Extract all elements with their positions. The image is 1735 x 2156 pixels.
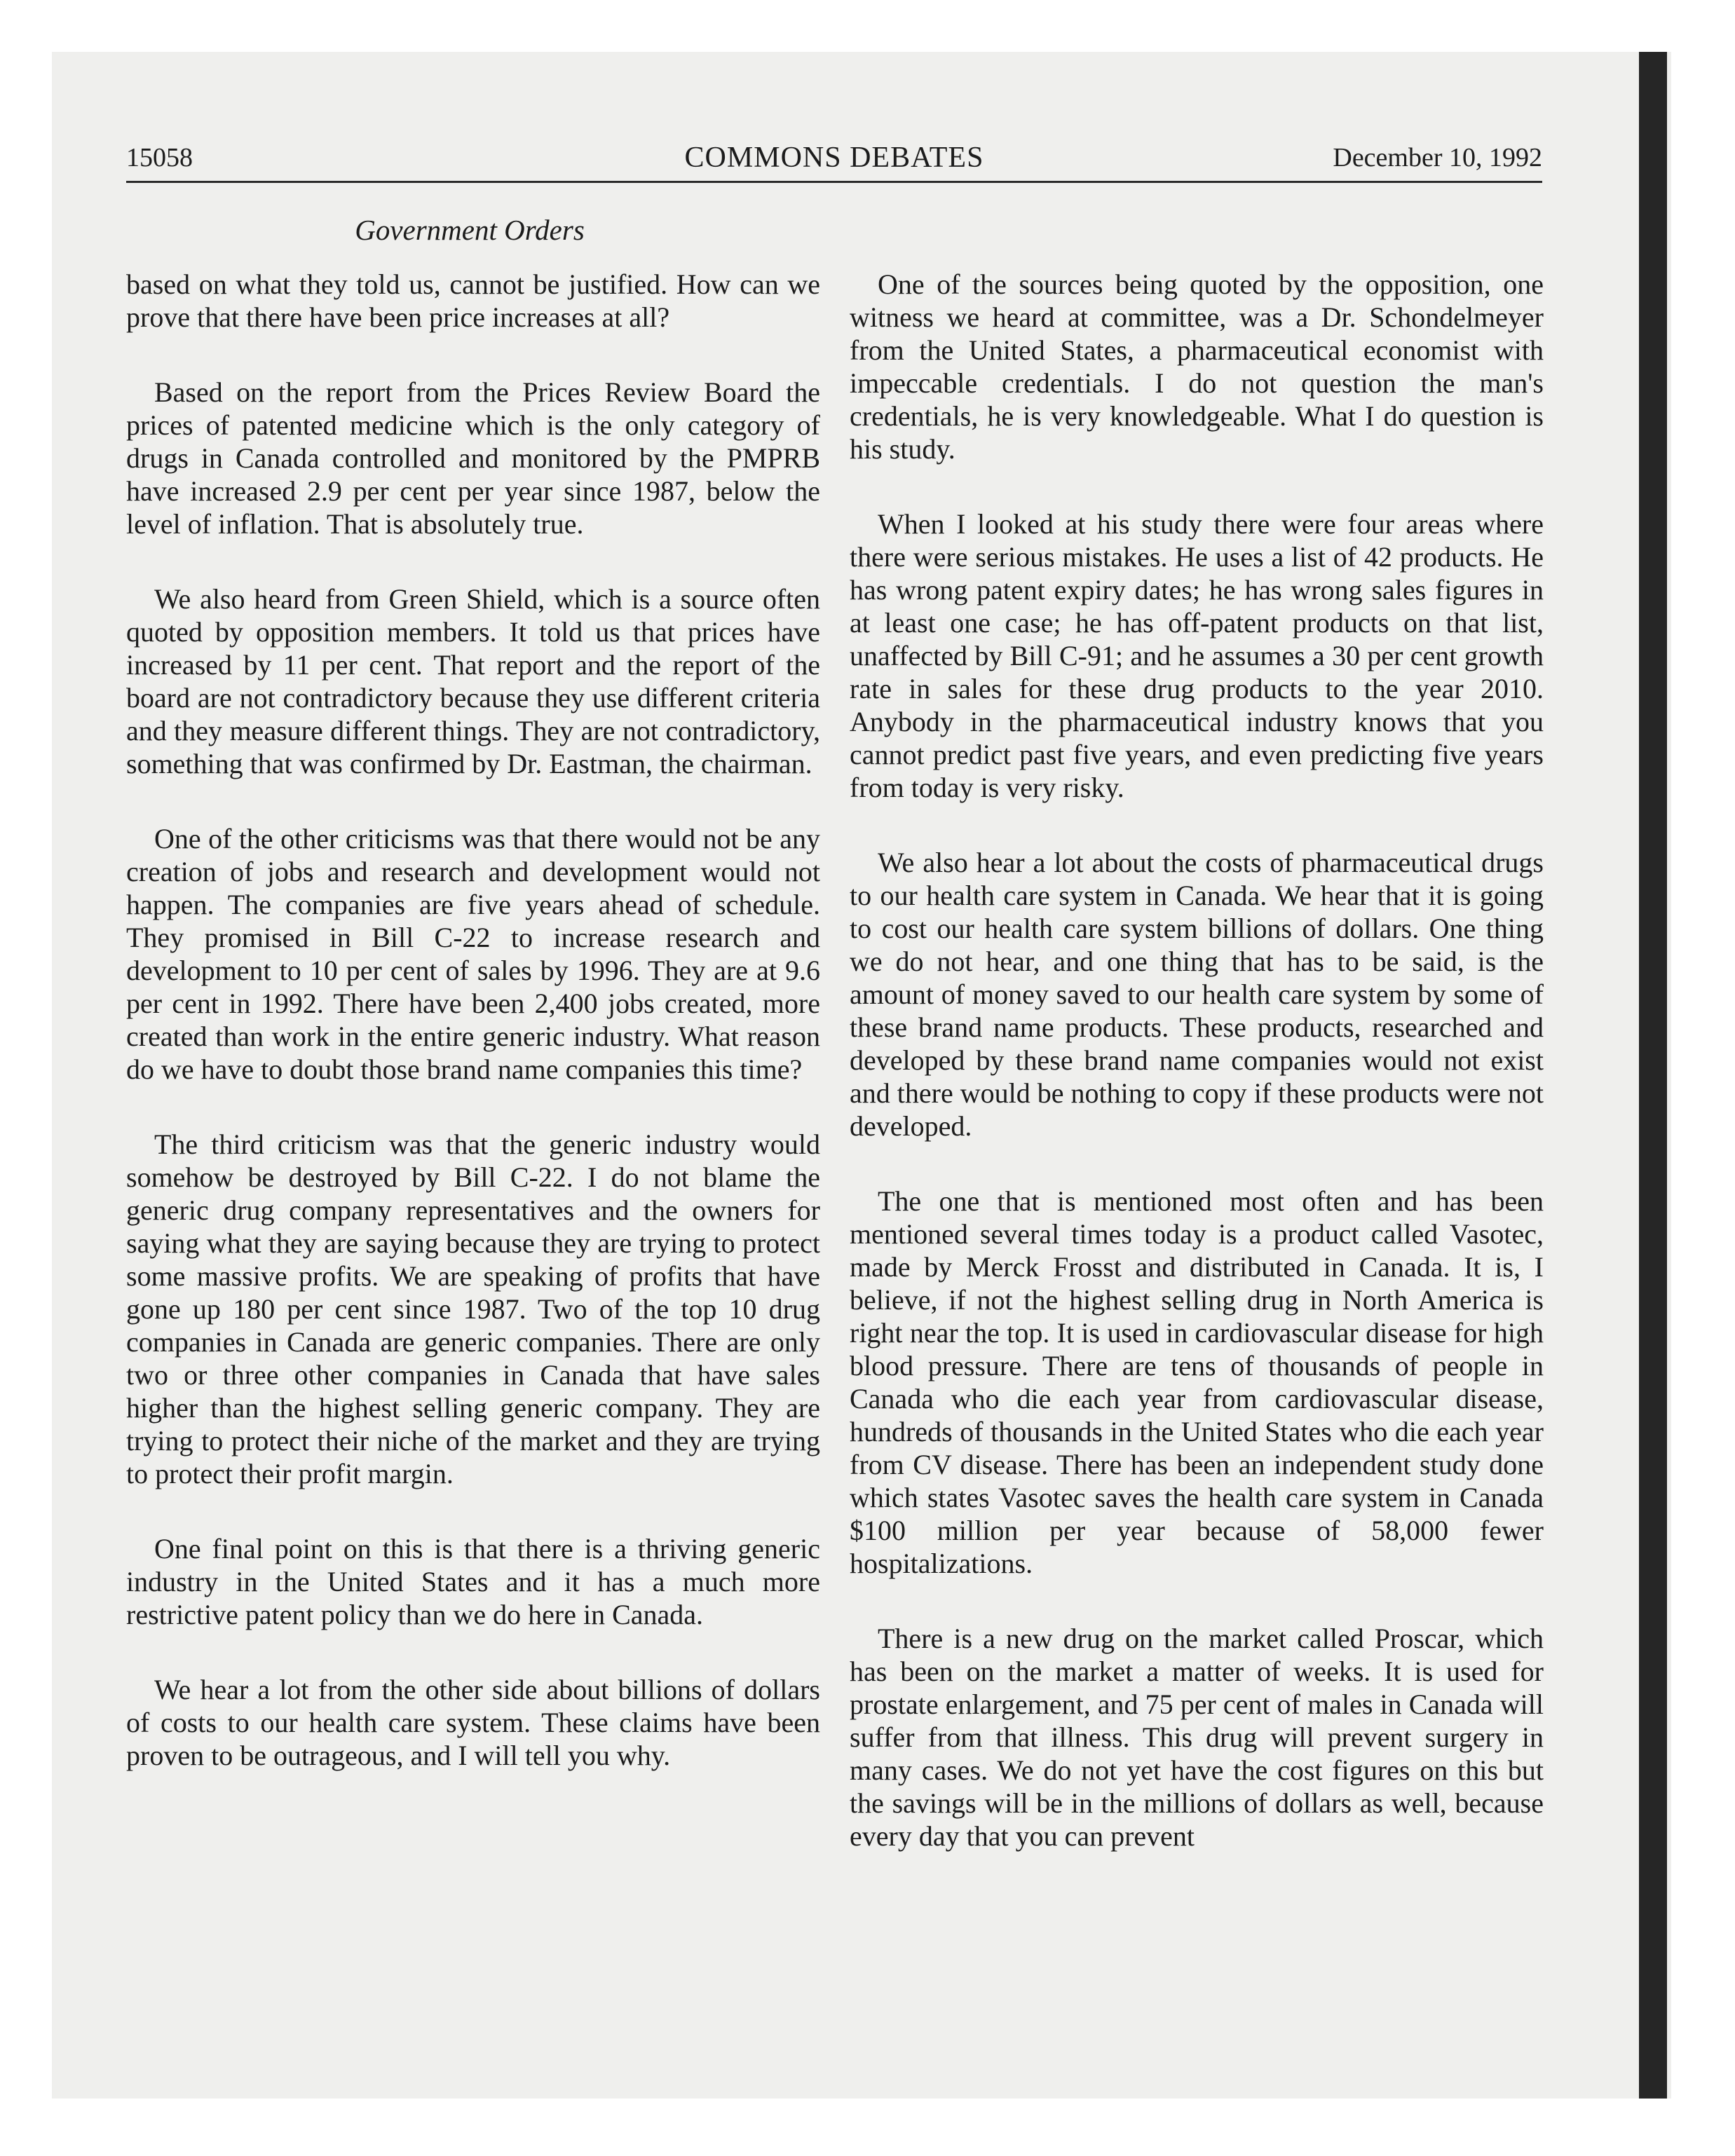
scan-edge-shadow	[1639, 52, 1667, 2099]
paragraph: We also heard from Green Shield, which is a source often quoted by opposition members. It told us that prices have increased by 11 per cent. That report and the report of the board are not contradictory because they use different criteria and they measure different things. They are not contradictory, something that was confirmed by Dr. Eastman, the chairman.	[126, 583, 820, 779]
paragraph: One final point on this is that there is a thriving generic industry in the United States and it has a much more restrictive patent policy than we do here in Canada.	[126, 1533, 820, 1630]
paragraph: Based on the report from the Prices Review Board the prices of patented medicine which is the only category of drugs in Canada controlled and monitored by the PMPRB have increased 2.9 per cent per year since 1987, below the level of inflation. That is absolutely true.	[126, 376, 820, 540]
page-header	[126, 140, 1542, 181]
paragraph: When I looked at his study there were four areas where there were serious mistakes. He uses a list of 42 products. He has wrong patent expiry dates; he has wrong sales figures in at least one case; he has off-patent products on that list, unaffected by Bill C-91; and he assumes a 30 per cent growth rate in sales for these drug products to the year 2010. Anybody in the pharmaceutical industry knows that you cannot predict past five years, and even predicting five years from today is very risky.	[850, 508, 1544, 803]
paragraph: based on what they told us, cannot be justified. How can we prove that there have been price increases at all?	[126, 268, 820, 333]
paragraph: One of the sources being quoted by the opposition, one witness we heard at committee, was a Dr. Schondelmeyer from the United States, a pharmaceutical economist with impeccable credentials. I do not question the man's credentials, he is very knowledgeable. What I do question is his study.	[850, 268, 1544, 465]
paragraph: The one that is mentioned most often and has been mentioned several times today is a product called Vasotec, made by Merck Frosst and distributed in Canada. It is, I believe, if not the highest selling drug in North America is right near the top. It is used in cardiovascular disease for high blood pressure. There are tens of thousands of people in Canada who die each year from cardiovascular disease, hundreds of thousands in the United States who die each year from CV disease. There has been an independent study done which states Vasotec saves the health care system in Canada $100 million per year because of 58,000 fewer hospitalizations.	[850, 1185, 1544, 1579]
page-number: 15058	[126, 143, 193, 172]
paragraph: One of the other criticisms was that there would not be any creation of jobs and research and development would not happen. The companies are five years ahead of schedule. They promised in Bill C-22 to increase research and development to 10 per cent of sales by 1996. They are at 9.6 per cent in 1992. There have been 2,400 jobs created, more created than work in the entire generic industry. What reason do we have to doubt those brand name companies this time?	[126, 823, 820, 1085]
paragraph: We also hear a lot about the costs of pharmaceutical drugs to our health care system in Canada. We hear that it is going to cost our health care system billions of dollars. One thing we do not hear, and one thing that has to be said, is the amount of money saved to our health care system by some of these brand name products. These products, researched and developed by these brand name companies would not exist and there would be nothing to copy if these products were not developed.	[850, 847, 1544, 1142]
section-label: Government Orders	[355, 214, 585, 246]
right-column	[850, 268, 1544, 1895]
left-column	[126, 268, 820, 1814]
publication-title: COMMONS DEBATES	[684, 142, 984, 174]
header-rule	[126, 181, 1542, 183]
publication-date: December 10, 1992	[1333, 143, 1542, 172]
paragraph: There is a new drug on the market called Proscar, which has been on the market a matter of weeks. It is used for prostate enlargement, and 75 per cent of males in Canada will suffer from that illness. This drug will prevent surgery in many cases. We do not yet have the cost figures on this but the savings will be in the millions of dollars as well, because every day that you can prevent	[850, 1623, 1544, 1852]
paragraph: We hear a lot from the other side about billions of dollars of costs to our health care system. These claims have been proven to be outrageous, and I will tell you why.	[126, 1674, 820, 1771]
paragraph: The third criticism was that the generic industry would somehow be destroyed by Bill C-22. I do not blame the generic drug company representatives and the owners for saying what they are saying because they are trying to protect some massive profits. We are speaking of profits that have gone up 180 per cent since 1987. Two of the top 10 drug companies in Canada are generic companies. There are only two or three other companies in Canada that have sales higher than the highest selling generic company. They are trying to protect their niche of the market and they are trying to protect their profit margin.	[126, 1128, 820, 1489]
